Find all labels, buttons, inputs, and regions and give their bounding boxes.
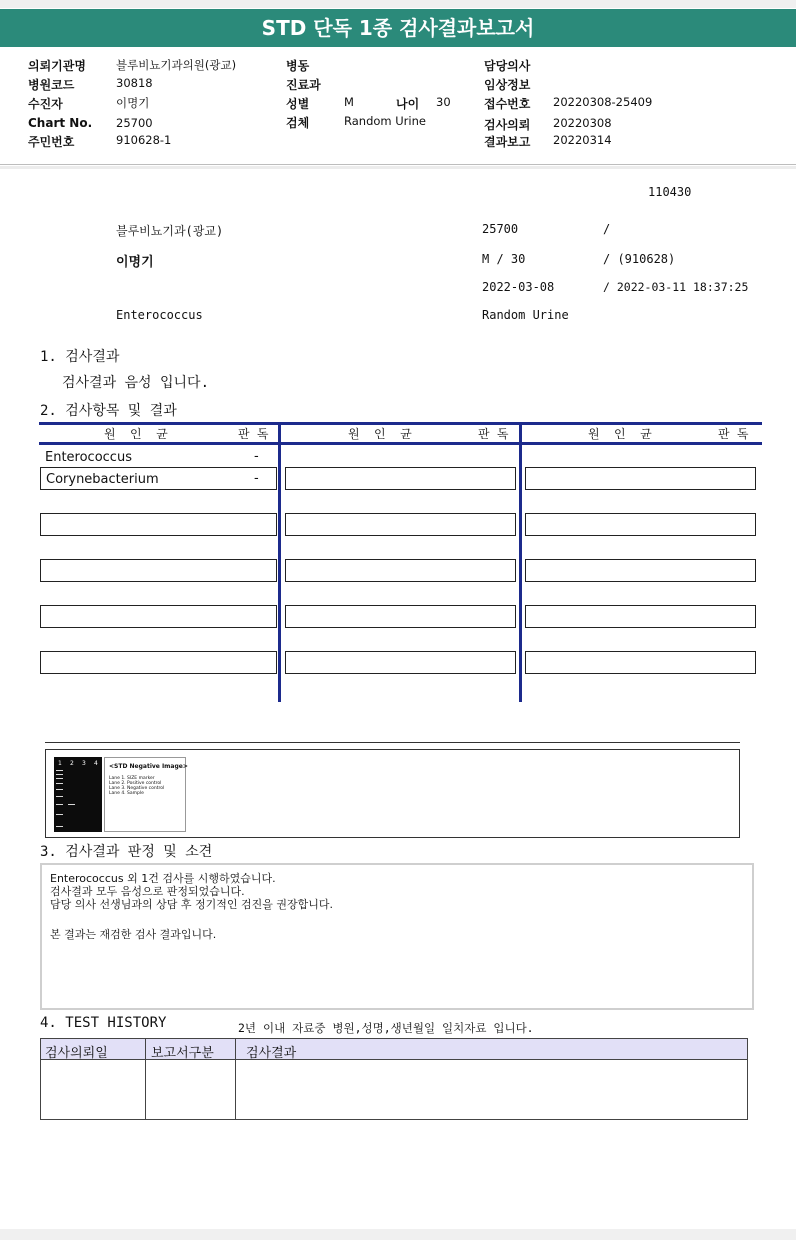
results-table-divider-1: [278, 425, 281, 702]
label-doctor: 담당의사: [484, 59, 531, 73]
history-col-divider: [235, 1059, 236, 1119]
section3-title: 3. 검사결과 판정 및 소견: [40, 844, 213, 860]
gel-caption: [104, 757, 186, 832]
gel-band: [56, 770, 63, 771]
history-note: 2년 이내 자료중 병원,성명,생년월일 일치자료 입니다.: [238, 1021, 534, 1035]
value-specimen: Random Urine: [344, 114, 426, 128]
label-patient: 수진자: [28, 97, 63, 111]
gel-band: [56, 814, 63, 815]
col-result-1: 판 독: [238, 427, 269, 441]
info-specimen: Random Urine: [482, 308, 569, 322]
label-specimen: 검체: [286, 116, 310, 130]
label-age: 나이: [396, 97, 420, 111]
result-cell: [285, 467, 516, 490]
gel-band: [56, 796, 63, 797]
result-item-name: Enterococcus: [45, 450, 132, 465]
value-requesting-org: 블루비뇨기과의원(광교): [116, 58, 237, 72]
bottom-strip: [0, 1229, 796, 1240]
result-cell: [40, 605, 277, 628]
gel-caption-line: Lane 3. Negative control: [109, 786, 165, 791]
info-sex-age: M / 30: [482, 252, 526, 266]
value-hospital-code: 30818: [116, 76, 153, 90]
result-item-value: -: [254, 449, 259, 464]
result-cell: [525, 513, 756, 536]
col-organism-2: 원 인 균: [348, 427, 412, 441]
gel-image: [54, 757, 102, 832]
label-report-date: 결과보고: [484, 135, 531, 149]
header-divider-shadow: [0, 166, 796, 169]
opinion-box: [40, 863, 754, 1010]
info-chart: 25700: [482, 222, 519, 236]
info-hospital: 블루비뇨기과(광교): [116, 224, 224, 238]
label-chart-no: Chart No.: [28, 116, 93, 130]
result-cell: [285, 513, 516, 536]
gel-band: [56, 783, 63, 784]
result-cell: [285, 559, 516, 582]
history-table-body: [40, 1059, 748, 1120]
col-result-3: 판 독: [718, 427, 749, 441]
gel-lane-number: 1: [58, 760, 62, 767]
opinion-line: 검사결과 모두 음성으로 판정되었습니다.: [50, 885, 245, 898]
report-title: STD 단독 1종 검사결과보고서: [0, 9, 796, 47]
value-patient: 이명기: [116, 96, 150, 110]
label-hospital-code: 병원코드: [28, 78, 75, 92]
result-cell: [40, 651, 277, 674]
history-col-divider: [145, 1039, 146, 1060]
value-reception-no: 20220308-25409: [553, 95, 653, 109]
history-col-request-date: 검사의뢰일: [45, 1046, 108, 1061]
value-request-date: 20220308: [553, 116, 612, 130]
gel-caption-line: Lane 2. Positive control: [109, 781, 162, 786]
result-cell: [285, 605, 516, 628]
section1-title: 1. 검사결과: [40, 349, 120, 365]
history-col-divider: [145, 1059, 146, 1119]
result-cell: [40, 559, 277, 582]
gel-band: [56, 804, 63, 805]
result-item-name: Corynebacterium: [46, 472, 159, 487]
label-ward: 병동: [286, 59, 310, 73]
label-sex: 성별: [286, 97, 310, 111]
info-code: 110430: [648, 185, 692, 199]
history-col-report-type: 보고서구분: [151, 1046, 214, 1061]
result-cell: [525, 559, 756, 582]
col-result-2: 판 독: [478, 427, 509, 441]
top-strip: [0, 0, 796, 8]
value-age: 30: [436, 95, 451, 109]
label-reception-no: 접수번호: [484, 97, 531, 111]
gel-caption-title: <STD Negative Image>: [109, 763, 188, 770]
value-report-date: 20220314: [553, 133, 612, 147]
gel-lane-number: 3: [82, 760, 86, 767]
history-table-header: [40, 1038, 748, 1060]
col-organism-3: 원 인 균: [588, 427, 652, 441]
gel-caption-line: Lane 1. SIZE marker: [109, 776, 155, 781]
label-request-date: 검사의뢰: [484, 118, 531, 132]
gel-band: [68, 804, 75, 805]
label-resident-number: 주민번호: [28, 135, 75, 149]
gel-caption-line: Lane 4. Sample: [109, 791, 144, 796]
label-clinical-info: 임상정보: [484, 78, 531, 92]
gel-band: [56, 774, 63, 775]
result-cell: [40, 513, 277, 536]
info-test: Enterococcus: [116, 308, 203, 322]
label-requesting-org: 의뢰기관명: [28, 59, 86, 73]
history-col-result: 검사결과: [246, 1046, 297, 1061]
history-col-divider: [235, 1039, 236, 1060]
info-birth: / (910628): [603, 252, 676, 266]
label-department: 진료과: [286, 78, 321, 92]
gel-lane-number: 4: [94, 760, 98, 767]
gel-lane-number: 2: [70, 760, 74, 767]
opinion-line: 본 결과는 재검한 검사 결과입니다.: [50, 928, 217, 941]
info-chart-separator: /: [603, 222, 611, 236]
result-item-value: -: [254, 471, 259, 486]
gel-top-rule: [45, 742, 740, 743]
result-cell: [525, 467, 756, 490]
result-cell: [525, 605, 756, 628]
result-cell: [525, 651, 756, 674]
value-resident-number: 910628-1: [116, 133, 172, 147]
info-datetime: / 2022-03-11 18:37:25: [603, 280, 749, 294]
header-divider: [0, 164, 796, 165]
opinion-line: 담당 의사 선생님과의 상담 후 정기적인 검진을 권장합니다.: [50, 898, 333, 911]
opinion-line: Enterococcus 외 1건 검사를 시행하였습니다.: [50, 872, 276, 885]
gel-band: [56, 789, 63, 790]
value-sex: M: [344, 95, 354, 109]
gel-band: [56, 778, 63, 779]
col-organism-1: 원 인 균: [104, 427, 168, 441]
results-table-head-rule: [39, 442, 762, 445]
section2-title: 2. 검사항목 및 결과: [40, 403, 177, 419]
section4-title: 4. TEST HISTORY: [40, 1015, 167, 1031]
info-name: 이명기: [116, 255, 154, 270]
value-chart-no: 25700: [116, 116, 153, 130]
gel-band: [56, 826, 63, 827]
result-cell: [285, 651, 516, 674]
info-date: 2022-03-08: [482, 280, 555, 294]
results-table-divider-2: [519, 425, 522, 702]
section1-text: 검사결과 음성 입니다.: [62, 375, 210, 391]
